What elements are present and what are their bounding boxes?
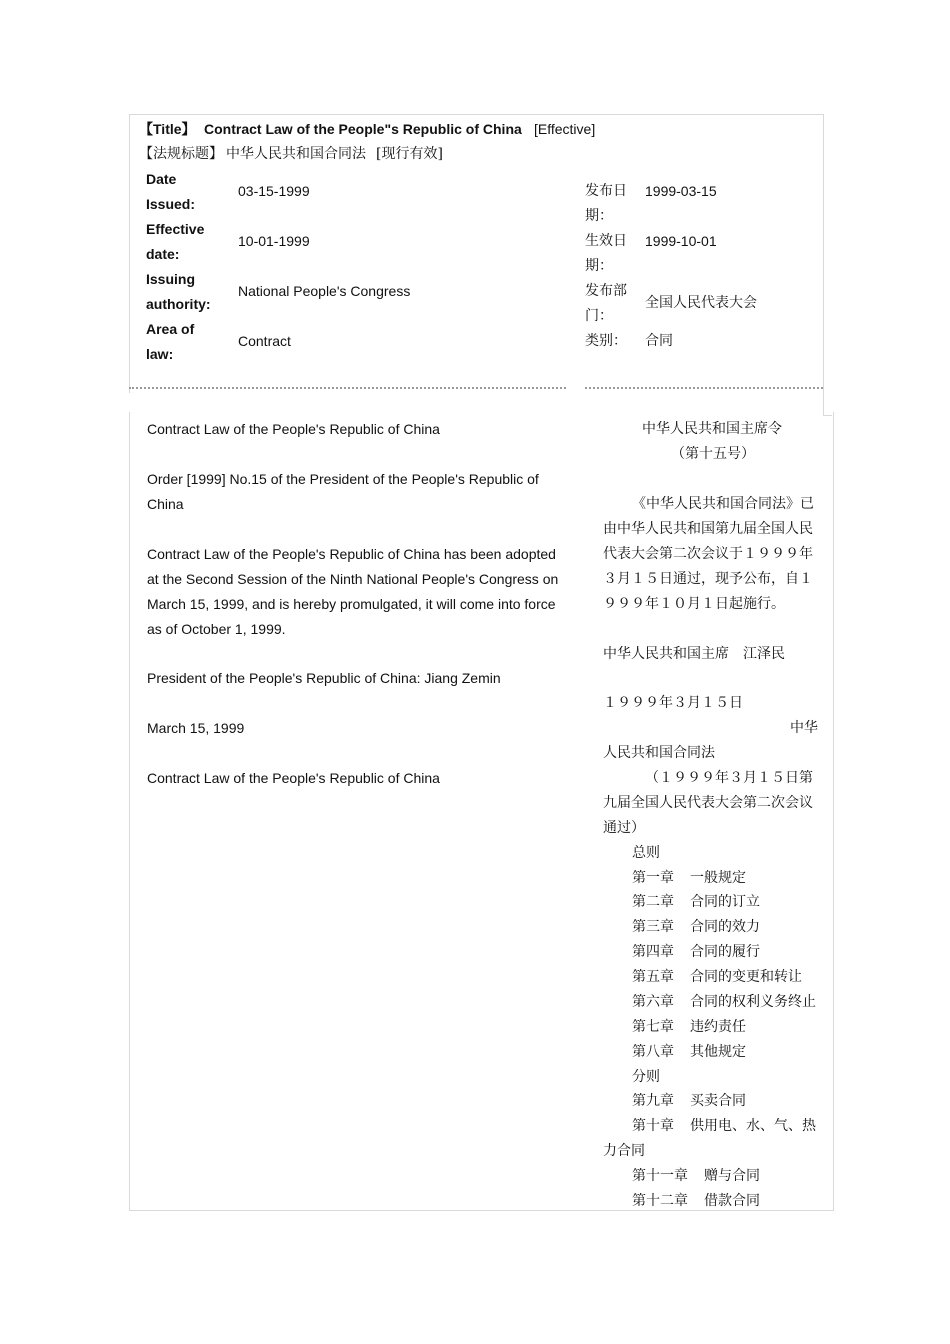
toc-ch10-name: 供用电、水、气、热 — [690, 1118, 816, 1134]
cn-adopted-line-3: 通过） — [603, 820, 645, 836]
cn-area-label: 类别： — [585, 333, 627, 349]
en-heading: Contract Law of the People's Republic of China — [147, 421, 440, 437]
cn-law-title-part-2: 人民共和国合同法 — [603, 745, 715, 761]
status-badge: [Effective] — [534, 121, 596, 137]
toc-ch4-name: 合同的履行 — [690, 944, 760, 960]
toc-ch6-name: 合同的权利义务终止 — [690, 994, 816, 1010]
effective-date-label: Effective — [146, 221, 205, 237]
toc-ch8-name: 其他规定 — [690, 1044, 746, 1060]
cn-authority-value: 全国人民代表大会 — [645, 295, 757, 311]
toc-ch7-name: 违约责任 — [690, 1019, 746, 1035]
cn-para-line-5: ９９９年１０月１日起施行。 — [603, 596, 785, 612]
toc-ch5-name: 合同的变更和转让 — [690, 969, 802, 985]
date-issued-label: Date — [146, 171, 177, 187]
cn-authority-label-2: 门： — [585, 308, 613, 324]
cn-order-number: （第十五号） — [671, 446, 755, 462]
toc-ch4-num: 第四章 — [632, 944, 674, 960]
toc-ch10-num: 第十章 — [632, 1118, 674, 1134]
issuing-authority-label-2: authority: — [146, 296, 211, 312]
en-adopt-line-3: March 15, 1999, and is hereby promulgated, it will come into force — [147, 596, 556, 612]
en-adopt-line-1: Contract Law of the People's Republic of China has been adopted — [147, 546, 556, 562]
cn-authority-label: 发布部 — [585, 283, 627, 299]
toc-ch7-num: 第七章 — [632, 1019, 674, 1035]
toc-ch12-num: 第十二章 — [632, 1193, 688, 1209]
cn-law-title-part-1: 中华 — [790, 720, 818, 736]
cn-status-badge: [现行有效] — [376, 146, 443, 162]
divider-right — [585, 387, 823, 389]
cn-effective-label-2: 期： — [585, 258, 613, 274]
cn-issued-label-2: 期： — [585, 208, 613, 224]
issuing-authority-label: Issuing — [146, 271, 196, 287]
toc-ch10-cont: 力合同 — [603, 1143, 645, 1159]
cn-document-title: 中华人民共和国合同法 — [226, 146, 366, 162]
issuing-authority-value: National People's Congress — [238, 283, 411, 299]
toc-ch3-num: 第三章 — [632, 919, 674, 935]
cn-para-line-1: 《中华人民共和国合同法》已 — [632, 496, 814, 512]
toc-ch6-num: 第六章 — [632, 994, 674, 1010]
en-order-line-1: Order [1999] No.15 of the President of the People's Republic of — [147, 471, 539, 487]
toc-ch5-num: 第五章 — [632, 969, 674, 985]
toc-ch11-name: 赠与合同 — [704, 1168, 760, 1184]
area-of-law-label-2: law: — [146, 346, 174, 362]
cn-title-tag: 【法规标题】 — [139, 146, 223, 162]
effective-date-value: 10-01-1999 — [238, 233, 310, 249]
cn-adopted-line-2: 九届全国人民代表大会第二次会议 — [603, 795, 813, 811]
cn-date: １９９９年３月１５日 — [603, 695, 743, 711]
cn-para-line-4: ３月１５日通过，现予公布，自１ — [603, 571, 813, 587]
toc-ch11-num: 第十一章 — [632, 1168, 688, 1184]
cn-effective-value: 1999-10-01 — [645, 233, 717, 249]
cn-adopted-line-1: （１９９９年３月１５日第 — [645, 770, 813, 786]
en-adopt-line-4: as of October 1, 1999. — [147, 621, 286, 637]
toc-general: 总则 — [632, 845, 660, 861]
toc-ch2-name: 合同的订立 — [690, 894, 760, 910]
document-title: Contract Law of the People"s Republic of China — [204, 121, 522, 137]
toc-ch3-name: 合同的效力 — [690, 919, 760, 935]
toc-ch1-name: 一般规定 — [690, 870, 746, 886]
en-date: March 15, 1999 — [147, 720, 245, 736]
divider-left — [129, 387, 566, 389]
date-issued-value: 03-15-1999 — [238, 183, 310, 199]
toc-ch2-num: 第二章 — [632, 894, 674, 910]
en-order-line-2: China — [147, 496, 184, 512]
cn-order-title: 中华人民共和国主席令 — [642, 421, 782, 437]
effective-date-label-2: date: — [146, 246, 180, 262]
toc-ch12-name: 借款合同 — [704, 1193, 760, 1209]
cn-para-line-3: 代表大会第二次会议于１９９９年 — [603, 546, 813, 562]
area-of-law-value: Contract — [238, 333, 291, 349]
cn-area-value: 合同 — [645, 333, 673, 349]
title-tag: 【Title】 — [139, 121, 196, 137]
toc-ch9-num: 第九章 — [632, 1093, 674, 1109]
en-footer-heading: Contract Law of the People's Republic of China — [147, 770, 440, 786]
header-frame-edge — [823, 165, 832, 416]
en-president: President of the People's Republic of China: Jiang Zemin — [147, 670, 501, 686]
area-of-law-label: Area of — [146, 321, 195, 337]
cn-issued-label: 发布日 — [585, 183, 627, 199]
cn-effective-label: 生效日 — [585, 233, 627, 249]
toc-ch8-num: 第八章 — [632, 1044, 674, 1060]
cn-issued-value: 1999-03-15 — [645, 183, 717, 199]
cn-para-line-2: 由中华人民共和国第九届全国人民 — [603, 521, 813, 537]
date-issued-label-2: Issued: — [146, 196, 196, 212]
en-adopt-line-2: at the Second Session of the Ninth National People's Congress on — [147, 571, 559, 587]
toc-ch9-name: 买卖合同 — [690, 1093, 746, 1109]
toc-specific: 分则 — [632, 1069, 660, 1085]
cn-president: 中华人民共和国主席 江泽民 — [603, 646, 785, 662]
toc-ch1-num: 第一章 — [632, 870, 674, 886]
